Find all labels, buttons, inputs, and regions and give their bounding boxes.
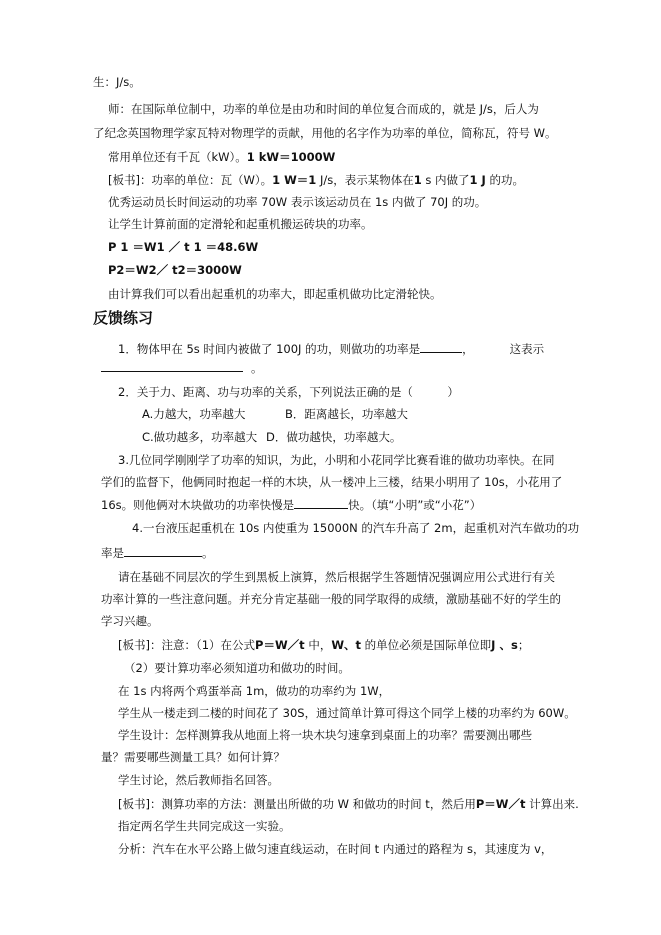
calc-instruction-line: 让学生计算前面的定滑轮和起重机搬运砖块的功率。	[108, 217, 373, 231]
section-heading: 反馈练习	[93, 309, 154, 327]
practice-note-line-2: 功率计算的一些注意问题。并充分肯定基础一般的同学取得的成绩，激励基础不好的学生的	[101, 592, 561, 606]
answer-blank[interactable]	[294, 496, 348, 509]
blackboard-note-1: [板书]：注意：（1）在公式P＝W／t 中，W、t 的单位必须是国际单位即J 、s；	[118, 638, 530, 652]
assign-students-line: 指定两名学生共同完成这一实验。	[118, 819, 291, 833]
question-2-option-c: C.做功越多，功率越大	[142, 430, 258, 444]
blackboard-unit-line: [板书]：功率的单位：瓦（W）。1 W＝1 J/s，表示某物体在1 s 内做了1 J 的功。	[108, 173, 524, 187]
formula-pulley: P 1 ＝W1 ／ t 1 ＝48.6W	[108, 240, 259, 254]
student-answer-line: 生：J/s。	[93, 75, 141, 89]
discussion-line: 学生讨论，然后教师指名回答。	[118, 773, 279, 787]
student-design-line-1: 学生设计：怎样测算我从地面上将一块木块匀速拿到桌面上的功率？需要测出哪些	[118, 728, 532, 742]
question-2-stem: 2．关于力、距离、功与功率的关系，下列说法正确的是（ ）	[118, 385, 459, 399]
question-3-line-3: 16s。则他俩对木块做功的功率快慢是 快。（填“小明”或“小花”）	[101, 498, 482, 512]
practice-note-line-3: 学习兴趣。	[101, 614, 159, 628]
question-4-line-2: 率是 。	[101, 546, 214, 560]
question-4-line-1: 4.一台液压起重机在 10s 内使重为 15000N 的汽车升高了 2m，起重机对汽车做功的功	[132, 521, 580, 535]
blackboard-note-2: （2）要计算功率必须知道功和做功的时间。	[124, 661, 350, 675]
question-2-option-b: B．距离越长，功率越大	[285, 407, 408, 421]
student-design-line-2: 量？需要哪些测量工具？如何计算？	[101, 750, 285, 764]
question-3-line-2: 学们的监督下，他俩同时抱起一样的木块，从一楼冲上三楼，结果小明用了 10s，小花用了	[101, 475, 563, 489]
question-1-line-1: 1．物体甲在 5s 时间内被做了 100J 的功，则做功的功率是 ， 这表示	[118, 342, 545, 356]
formula-crane: P2＝W2／ t2＝3000W	[108, 263, 242, 277]
teacher-line-1: 师：在国际单位制中，功率的单位是由功和时间的单位复合而成的，就是 J/s，后人为	[108, 102, 539, 116]
question-3-line-1: 3.几位同学刚刚学了功率的知识，为此，小明和小花同学比赛看谁的做功功率快。在同	[118, 453, 555, 467]
example-stairs-line: 学生从一楼走到二楼的时间花了 30S，通过简单计算可得这个同学上楼的功率约为 60W。	[118, 706, 576, 720]
answer-blank[interactable]	[101, 359, 243, 372]
common-units-line: 常用单位还有千瓦（kW）。1 kW＝1000W	[108, 150, 336, 164]
question-2-option-d: D．做功越快，功率越大。	[266, 430, 402, 444]
question-1-line-2: 。	[101, 359, 263, 376]
answer-blank[interactable]	[420, 340, 462, 353]
practice-note-line-1: 请在基础不同层次的学生到黑板上演算，然后根据学生答题情况强调应用公式进行有关	[118, 570, 555, 584]
example-egg-line: 在 1s 内将两个鸡蛋举高 1m，做功的功率约为 1W，	[118, 684, 391, 698]
conclusion-line: 由计算我们可以看出起重机的功率大，即起重机做功比定滑轮快。	[108, 287, 442, 301]
answer-blank[interactable]	[124, 544, 202, 557]
question-2-option-a: A.力越大，功率越大	[142, 407, 246, 421]
measure-method-line: [板书]：测算功率的方法：测量出所做的功 W 和做功的时间 t，然后用P＝W／t 计算出来.	[118, 797, 579, 811]
analysis-line: 分析：汽车在水平公路上做匀速直线运动，在时间 t 内通过的路程为 s，其速度为 v，	[118, 842, 553, 856]
teacher-line-2: 了纪念英国物理学家瓦特对物理学的贡献，用他的名字作为功率的单位，简称瓦，符号 W。	[93, 126, 557, 140]
athlete-power-line: 优秀运动员长时间运动的功率 70W 表示该运动员在 1s 内做了 70J 的功。	[108, 195, 487, 209]
